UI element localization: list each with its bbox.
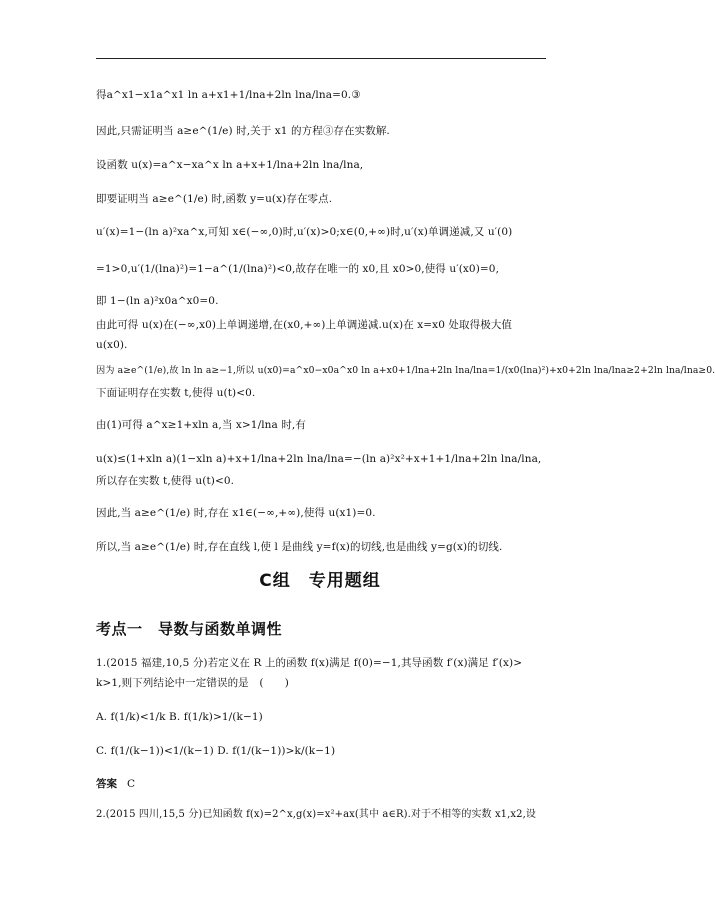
text-line: =1>0,u′(1/(lna)²)=1−a^(1/(lna)²)<0,故存在唯一的 x0,且 x0>0,使得 u′(x0)=0, (96, 263, 500, 275)
topic-heading: 考点一 导数与函数单调性 (96, 620, 283, 638)
answer-label: 答案 (96, 778, 117, 790)
text-line: 设函数 u(x)=a^x−xa^x ln a+x+1/lna+2ln lna/lna, (96, 159, 364, 171)
text-line: 得a^x1−x1a^x1 ln a+x1+1/lna+2ln lna/lna=0.③ (96, 89, 361, 101)
text-line: 因此,只需证明当 a≥e^(1/e) 时,关于 x1 的方程③存在实数解. (96, 125, 390, 137)
text-line: 由(1)可得 a^x≥1+xln a,当 x>1/lna 时,有 (96, 419, 306, 431)
text-line: u(x0). (96, 339, 128, 351)
text-line: 所以,当 a≥e^(1/e) 时,存在直线 l,使 l 是曲线 y=f(x)的切线,也是曲线 y=g(x)的切线. (96, 541, 503, 553)
text-line: 由此可得 u(x)在(−∞,x0)上单调递增,在(x0,+∞)上单调递减.u(x)在 x=x0 处取得极大值 (96, 319, 513, 331)
text-line: 因此,当 a≥e^(1/e) 时,存在 x1∈(−∞,+∞),使得 u(x1)=0. (96, 507, 376, 519)
text-line: u(x)≤(1+xln a)(1−xln a)+x+1/lna+2ln lna/lna=−(ln a)²x²+x+1+1/lna+2ln lna/lna, (96, 453, 542, 465)
section-title: C组 专用题组 (259, 571, 381, 591)
text-line: 下面证明存在实数 t,使得 u(t)<0. (96, 387, 256, 399)
text-line: u′(x)=1−(ln a)²xa^x,可知 x∈(−∞,0)时,u′(x)>0;x∈(0,+∞)时,u′(x)单调递减,又 u′(0) (96, 226, 513, 238)
header-rule (96, 58, 546, 59)
text-line: 因为 a≥e^(1/e),故 ln ln a≥−1,所以 u(x0)=a^x0−x0a^x0 ln a+x0+1/lna+2ln lna/lna=1/(x0(lna)²)+x0+2ln lna/lna≥2+2ln lna/lna≥0. (96, 365, 715, 376)
question-1-stem: 1.(2015 福建,10,5 分)若定义在 R 上的函数 f(x)满足 f(0)=−1,其导函数 f′(x)满足 f′(x)> (96, 657, 523, 669)
text-line: 所以存在实数 t,使得 u(t)<0. (96, 475, 235, 487)
question-2-stem: 2.(2015 四川,15,5 分)已知函数 f(x)=2^x,g(x)=x²+ax(其中 a∈R).对于不相等的实数 x1,x2,设 (96, 809, 536, 820)
question-1-options-ab: A. f(1/k)<1/k B. f(1/k)>1/(k−1) (96, 711, 263, 723)
text-line: 即 1−(ln a)²x0a^x0=0. (96, 295, 219, 307)
answer-row (96, 776, 135, 791)
text-line: 即要证明当 a≥e^(1/e) 时,函数 y=u(x)存在零点. (96, 193, 333, 205)
answer-value: C (127, 778, 136, 790)
question-1-stem-cont: k>1,则下列结论中一定错误的是 ( ) (96, 677, 289, 689)
question-1-options-cd: C. f(1/(k−1))<1/(k−1) D. f(1/(k−1))>k/(k−1) (96, 745, 336, 757)
